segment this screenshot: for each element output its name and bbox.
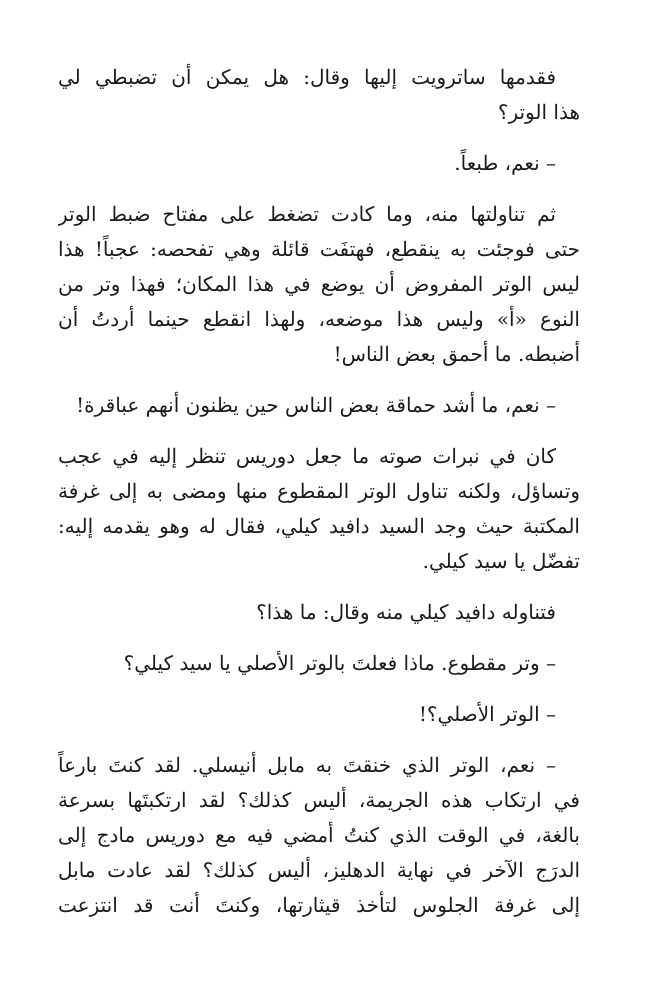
text-line: فتناوله دافيد كيلي منه وقال: ما هذا؟ — [256, 600, 556, 624]
text-line: ليس الوتر المفروض أن يوضع في هذا المكان؛ فهذا وتر من — [58, 272, 580, 296]
text-line: المكتبة حيث وجد السيد دافيد كيلي، فقال له وهو يقدمه إليه: — [58, 514, 580, 538]
paragraph-4 — [58, 388, 580, 423]
text-line: حتى فوجئت به ينقطع، فهتفَت قائلة وهي تفحصه: عجباً! هذا — [58, 237, 580, 261]
text-line: الدرَج الآخر في نهاية الدهليز، أليس كذلك؟ لقد عادت مابل — [58, 858, 580, 882]
text-line: – نعم، طبعاً. — [454, 151, 556, 175]
text-line: – وتر مقطوع. ماذا فعلتَ بالوتر الأصلي يا سيد كيلي؟ — [123, 651, 556, 675]
text-line: النوع «أ» وليس هذا موضعه، ولهذا انقطع حينما أردتُ أن — [58, 307, 580, 331]
text-line: إلى غرفة الجلوس لتأخذ قيثارتها، وكنتَ أنت قد انتزعت — [58, 893, 580, 917]
paragraph-2 — [58, 146, 580, 181]
paragraph-7 — [58, 646, 580, 681]
text-line: – الوتر الأصلي؟! — [418, 702, 556, 726]
text-line: أضبطه. ما أحمق بعض الناس! — [333, 342, 580, 366]
text-line: وتساؤل، ولكنه تناول الوتر المقطوع منها ومضى به إلى غرفة — [58, 479, 580, 503]
paragraph-9 — [58, 748, 580, 923]
text-line: تفضّل يا سيد كيلي. — [422, 549, 580, 573]
paragraph-6 — [58, 595, 580, 630]
text-line: في ارتكاب هذه الجريمة، أليس كذلك؟ لقد ارتكبتَها بسرعة — [58, 788, 580, 812]
text-line: هذا الوتر؟ — [497, 100, 580, 124]
text-line: كان في نبرات صوته ما جعل دوريس تنظر إليه في عجب — [58, 444, 556, 468]
paragraph-8 — [58, 697, 580, 732]
book-page — [58, 60, 580, 939]
text-line: – نعم، الوتر الذي خنقتَ به مابل أنيسلي. لقد كنتَ بارعاً — [58, 753, 556, 777]
text-line: ثم تناولتها منه، وما كادت تضغط على مفتاح ضبط الوتر — [58, 202, 556, 226]
paragraph-5 — [58, 439, 580, 579]
paragraph-3 — [58, 197, 580, 372]
text-line: – نعم، ما أشد حماقة بعض الناس حين يظنون أنهم عباقرة! — [76, 393, 556, 417]
text-line: بالغة، في الوقت الذي كنتُ أمضي فيه مع دوريس مادج إلى — [58, 823, 580, 847]
paragraph-1 — [58, 60, 580, 130]
text-line: فقدمها ساترويت إليها وقال: هل يمكن أن تضبطي لي — [58, 65, 556, 89]
